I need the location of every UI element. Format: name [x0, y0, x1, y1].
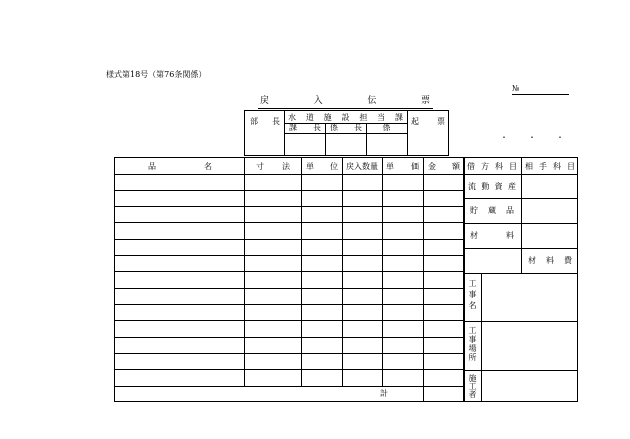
project-name-label: 工事名 — [468, 279, 477, 312]
items-table — [114, 157, 464, 402]
char: 入 — [313, 96, 323, 106]
date-placeholder: ・ ・ ・ — [500, 133, 570, 142]
char: 寸 — [256, 162, 264, 171]
form-number: 様式第18号（第76条関係） — [106, 70, 207, 79]
char: 長 — [272, 117, 280, 126]
char: 価 — [411, 162, 419, 171]
char: 票 — [420, 96, 430, 106]
table-row-line — [114, 190, 464, 191]
table-row-line — [114, 239, 464, 240]
char: 起 — [411, 117, 419, 126]
char: 課 — [289, 123, 297, 132]
char: 手 — [539, 162, 547, 171]
debit-header — [467, 163, 517, 171]
char: 道 — [305, 113, 314, 122]
drafter-label — [411, 118, 445, 126]
table-row-line — [114, 222, 464, 223]
inventory-label — [470, 207, 514, 215]
char: 金 — [428, 162, 436, 171]
current-assets-label — [468, 183, 516, 191]
form-title — [260, 97, 430, 106]
char: 費 — [564, 256, 572, 265]
table-row-line — [114, 206, 464, 207]
char: 流 — [468, 182, 476, 191]
char: 品 — [506, 206, 514, 215]
material-cost-label — [528, 257, 572, 265]
col-return-qty: 戻入数量 — [346, 162, 378, 171]
credit-header — [525, 163, 575, 171]
char: 料 — [546, 256, 554, 265]
total-label: 計 — [380, 389, 388, 398]
char: 蔵 — [488, 206, 496, 215]
char: 動 — [481, 182, 490, 191]
table-row-line — [114, 320, 464, 321]
char: 品 — [148, 162, 156, 171]
char: 係 — [330, 123, 338, 132]
no-underline — [512, 94, 569, 95]
col-amount — [428, 163, 460, 171]
subsection-chief-label — [330, 124, 362, 132]
table-row-line — [114, 369, 464, 370]
table-row-line — [114, 288, 464, 289]
col-size — [256, 163, 290, 171]
char: 借 — [467, 162, 475, 171]
char: 貯 — [470, 206, 478, 215]
table-row-line — [114, 255, 464, 256]
char: 科 — [495, 162, 503, 171]
char: 長 — [354, 123, 362, 132]
char: 戻 — [260, 96, 270, 106]
table-row-line — [114, 304, 464, 305]
table-row-line — [114, 353, 464, 354]
table-row-line — [114, 174, 464, 175]
char: 資 — [494, 182, 503, 191]
project-site-label: 工事場所 — [468, 326, 477, 362]
col-unit — [306, 163, 338, 171]
char: 担 — [359, 113, 368, 122]
char: 材 — [528, 256, 536, 265]
char: 票 — [437, 117, 445, 126]
materials-label — [470, 232, 514, 240]
char: 目 — [567, 162, 575, 171]
char: 料 — [506, 231, 514, 240]
no-label: № — [512, 84, 520, 93]
char: 名 — [204, 162, 212, 171]
col-unit-price — [386, 163, 419, 171]
char: 単 — [306, 162, 314, 171]
char: 相 — [525, 162, 533, 171]
col-item-name — [148, 163, 212, 171]
staff-label: 係 — [382, 123, 391, 132]
char: 水 — [288, 113, 296, 122]
section-chief-label — [289, 124, 321, 132]
char: 単 — [386, 162, 394, 171]
char: 科 — [553, 162, 561, 171]
char: 方 — [481, 162, 489, 171]
char: 額 — [452, 162, 460, 171]
table-row-line — [114, 271, 464, 272]
char: 当 — [377, 113, 386, 122]
char: 長 — [313, 123, 321, 132]
table-row-line — [114, 337, 464, 338]
char: 材 — [470, 231, 478, 240]
title-underline — [258, 108, 433, 109]
char: 位 — [330, 162, 338, 171]
char: 法 — [282, 162, 290, 171]
char: 施 — [323, 113, 332, 122]
department-head-label — [250, 118, 280, 126]
char: 産 — [507, 182, 516, 191]
table-row-line — [114, 386, 464, 387]
char: 伝 — [367, 96, 377, 106]
waterworks-section-label — [288, 114, 403, 122]
char: 設 — [341, 113, 350, 122]
char: 目 — [509, 162, 517, 171]
contractor-label: 施工者 — [468, 374, 477, 398]
char: 課 — [394, 113, 403, 122]
char: 部 — [250, 117, 258, 126]
